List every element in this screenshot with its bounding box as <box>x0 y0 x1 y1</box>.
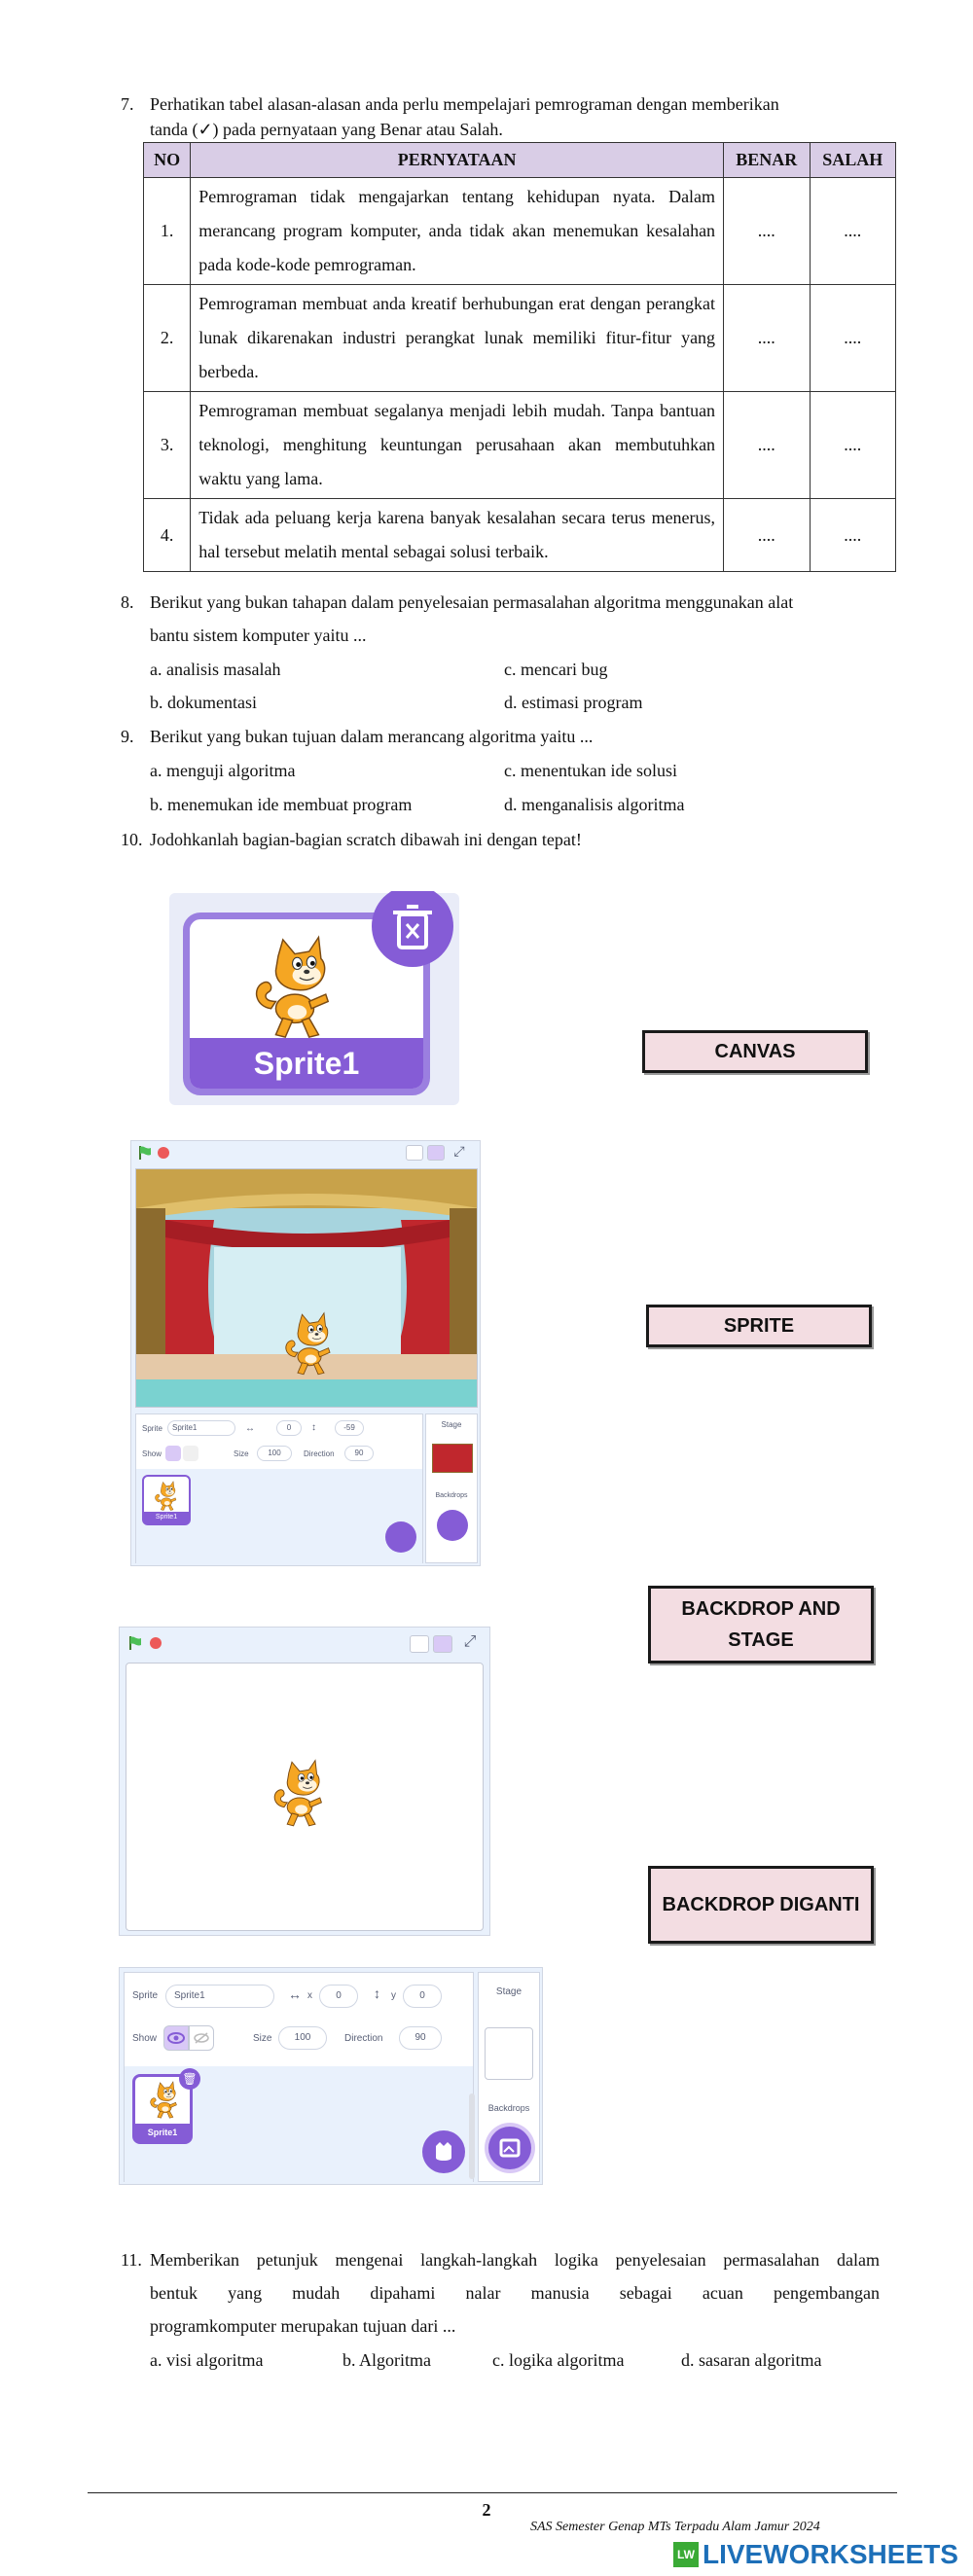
green-flag-icon[interactable] <box>137 1145 153 1161</box>
y-input[interactable]: -59 <box>335 1420 364 1436</box>
sprite-card-image[interactable] <box>169 893 459 1105</box>
q11-prompt-line2: bentuk yang mudah dipahami nalar manusia sebagai acuan pengembangan <box>150 2283 880 2303</box>
hide-eye-icon[interactable] <box>189 2025 214 2051</box>
row-statement: Pemrograman tidak mengajarkan tentang kehidupan nyata. Dalam merancang program komputer, anda tidak akan menemukan kesalahan pada kode-kode pemrograman. <box>191 178 724 285</box>
answer-false-cell[interactable]: .... <box>810 285 895 392</box>
stage-canvas-blank[interactable] <box>126 1663 484 1931</box>
direction-label: Direction <box>344 2033 383 2044</box>
hide-eye-icon[interactable] <box>183 1446 198 1461</box>
direction-input[interactable]: 90 <box>399 2026 442 2050</box>
answer-box-backdrop-diganti[interactable]: BACKDROP DIGANTI <box>648 1866 874 1944</box>
header-statement: PERNYATAAN <box>191 143 724 178</box>
cat-sprite-icon[interactable] <box>280 1311 339 1377</box>
row-statement: Pemrograman membuat anda kreatif berhubungan erat dengan perangkat lunak dikarenakan industri perangkat lunak memiliki fitur-fitur yang berbeda. <box>191 285 724 392</box>
table-row <box>144 285 896 392</box>
sprite-list-scrollbar[interactable] <box>469 2093 475 2179</box>
x-arrows-icon: ↔ <box>245 1423 255 1434</box>
green-flag-icon[interactable] <box>127 1635 143 1651</box>
x-input[interactable]: 0 <box>319 1985 358 2008</box>
q8-option-b[interactable]: b. dokumentasi <box>150 693 257 712</box>
delete-icon[interactable] <box>360 891 459 969</box>
page-number: 2 <box>482 2500 491 2520</box>
size-label: Size <box>253 2033 272 2044</box>
choose-backdrop-icon[interactable] <box>488 2127 531 2169</box>
sprite-thumbnail-label: Sprite1 <box>144 1512 189 1523</box>
footer-divider <box>88 2492 897 2493</box>
table-row <box>144 178 896 285</box>
small-stage-icon[interactable] <box>410 1635 429 1653</box>
answer-true-cell[interactable]: .... <box>724 499 810 572</box>
fullscreen-icon[interactable]: ⤢ <box>453 1143 465 1159</box>
q11-option-c[interactable]: c. logika algoritma <box>492 2350 625 2370</box>
size-input[interactable]: 100 <box>278 2026 327 2050</box>
q11-option-d[interactable]: d. sasaran algoritma <box>681 2350 822 2370</box>
choose-backdrop-icon[interactable] <box>437 1510 468 1541</box>
y-arrows-icon: ↕ <box>311 1422 316 1433</box>
answer-false-cell[interactable]: .... <box>810 178 895 285</box>
y-label: y <box>391 1990 396 2001</box>
q11-prompt-line3: programkomputer merupakan tujuan dari ... <box>150 2316 456 2336</box>
sprite-name-input[interactable]: Sprite1 <box>165 1985 274 2008</box>
backdrops-label: Backdrops <box>435 1492 468 1499</box>
stage-screenshot[interactable] <box>130 1140 481 1566</box>
q8-number: 8. <box>121 592 134 612</box>
sprite-name-input[interactable]: Sprite1 <box>167 1420 235 1436</box>
brand-mark-icon: LW <box>673 2542 699 2567</box>
statement-table <box>143 142 896 572</box>
stage-label: Stage <box>441 1420 462 1429</box>
row-number: 1. <box>144 178 191 285</box>
row-number: 3. <box>144 392 191 499</box>
q9-prompt-line1: Berikut yang bukan tujuan dalam merancang algoritma yaitu ... <box>150 727 594 746</box>
y-arrows-icon: ↕ <box>374 1986 380 2001</box>
sprite-info-panel-small <box>135 1413 423 1563</box>
cat-sprite-icon <box>147 2081 182 2120</box>
cat-sprite-icon <box>152 1481 181 1512</box>
exam-note: SAS Semester Genap MTs Terpadu Alam Jamur 2024 <box>530 2520 820 2534</box>
row-statement: Tidak ada peluang kerja karena banyak kesalahan secara terus menerus, hal tersebut melatih mental sebagai solusi terbaik. <box>191 499 724 572</box>
size-label: Size <box>234 1449 249 1458</box>
sprite-label: Sprite <box>142 1424 162 1433</box>
q8-option-c[interactable]: c. mencari bug <box>504 660 608 679</box>
q8-option-d[interactable]: d. estimasi program <box>504 693 643 712</box>
fullscreen-icon[interactable]: ⤢ <box>463 1633 477 1650</box>
q7-prompt-line2: tanda (✓) pada pernyataan yang Benar atau Salah. <box>150 120 503 139</box>
stop-icon[interactable] <box>149 1636 162 1650</box>
sprite-info-screenshot[interactable] <box>119 1967 543 2185</box>
table-row <box>144 499 896 572</box>
stage-thumbnail[interactable] <box>485 2027 533 2080</box>
answer-false-cell[interactable]: .... <box>810 499 895 572</box>
header-false: SALAH <box>810 143 895 178</box>
stage-toolbar <box>131 1141 480 1164</box>
stop-icon[interactable] <box>157 1146 170 1160</box>
stage-label: Stage <box>495 1986 523 1997</box>
show-eye-icon[interactable] <box>163 2025 189 2051</box>
q8-option-a[interactable]: a. analisis masalah <box>150 660 281 679</box>
small-stage-icon[interactable] <box>406 1145 423 1161</box>
q9-option-b[interactable]: b. menemukan ide membuat program <box>150 795 413 814</box>
q9-number: 9. <box>121 727 134 746</box>
q9-option-d[interactable]: d. menganalisis algoritma <box>504 795 685 814</box>
q11-option-a[interactable]: a. visi algoritma <box>150 2350 264 2370</box>
q9-option-c[interactable]: c. menentukan ide solusi <box>504 761 677 780</box>
choose-sprite-icon[interactable] <box>385 1521 416 1553</box>
sprite-card-label: Sprite1 <box>190 1038 423 1089</box>
stage-panel-small <box>425 1413 478 1563</box>
sprite-label: Sprite <box>132 1990 159 2001</box>
q8-prompt-line2: bantu sistem komputer yaitu ... <box>150 626 367 645</box>
show-label: Show <box>142 1449 162 1458</box>
q8-prompt-line1: Berikut yang bukan tahapan dalam penyelesaian permasalahan algoritma menggunakan alat <box>150 592 794 612</box>
choose-sprite-icon[interactable] <box>422 2130 465 2173</box>
brand-name: LIVEWORKSHEETS <box>703 2539 958 2569</box>
q10-prompt-line1: Jodohkanlah bagian-bagian scratch dibawah ini dengan tepat! <box>150 830 582 849</box>
header-true: BENAR <box>724 143 810 178</box>
delete-icon[interactable]: 🗑 <box>179 2068 200 2090</box>
answer-false-cell[interactable]: .... <box>810 392 895 499</box>
sprite-info-panel <box>124 1972 474 2182</box>
q9-option-a[interactable]: a. menguji algoritma <box>150 761 296 780</box>
q11-number: 11. <box>121 2250 142 2270</box>
large-stage-icon[interactable] <box>433 1635 452 1653</box>
x-input[interactable]: 0 <box>276 1420 302 1436</box>
answer-box-canvas[interactable]: CANVAS <box>642 1030 868 1073</box>
large-stage-icon[interactable] <box>427 1145 445 1161</box>
q10-number: 10. <box>121 830 143 849</box>
table-row <box>144 392 896 499</box>
header-no: NO <box>144 143 191 178</box>
sprite-thumbnail-label: Sprite1 <box>135 2124 190 2141</box>
q11-option-b[interactable]: b. Algoritma <box>342 2350 431 2370</box>
q7-number: 7. <box>121 94 134 114</box>
show-eye-icon[interactable] <box>165 1446 181 1461</box>
cat-sprite-icon[interactable] <box>269 1757 331 1831</box>
table-header-row <box>144 143 896 178</box>
blank-stage-screenshot[interactable] <box>119 1627 490 1936</box>
answer-true-cell[interactable]: .... <box>724 178 810 285</box>
row-number: 4. <box>144 499 191 572</box>
direction-label: Direction <box>304 1449 335 1458</box>
q7-prompt-line1: Perhatikan tabel alasan-alasan anda perlu mempelajari pemrograman dengan memberikan <box>150 94 779 114</box>
size-input[interactable]: 100 <box>257 1446 292 1461</box>
x-arrows-icon: ↔ <box>288 1986 302 2002</box>
cat-sprite-icon <box>236 935 353 1042</box>
answer-true-cell[interactable]: .... <box>724 285 810 392</box>
stage-panel <box>478 1972 540 2182</box>
x-label: x <box>307 1990 312 2001</box>
liveworksheets-logo[interactable] <box>673 2537 958 2572</box>
answer-box-backdrop-and-stage[interactable]: BACKDROP AND STAGE <box>648 1586 874 1664</box>
backdrops-label: Backdrops <box>487 2103 530 2113</box>
q11-prompt-line1: Memberikan petunjuk mengenai langkah-langkah logika penyelesaian permasalahan dalam <box>150 2250 880 2270</box>
answer-box-sprite[interactable]: SPRITE <box>646 1305 872 1347</box>
show-label: Show <box>132 2033 158 2044</box>
y-input[interactable]: 0 <box>403 1985 442 2008</box>
row-statement: Pemrograman membuat segalanya menjadi lebih mudah. Tanpa bantuan teknologi, menghitung keuntungan perusahaan akan membutuhkan waktu yang lama. <box>191 392 724 499</box>
stage-thumbnail[interactable] <box>432 1444 473 1473</box>
sprite-thumbnail[interactable] <box>142 1475 191 1525</box>
row-number: 2. <box>144 285 191 392</box>
answer-true-cell[interactable]: .... <box>724 392 810 499</box>
direction-input[interactable]: 90 <box>344 1446 374 1461</box>
stage-canvas-theater[interactable] <box>135 1168 478 1408</box>
